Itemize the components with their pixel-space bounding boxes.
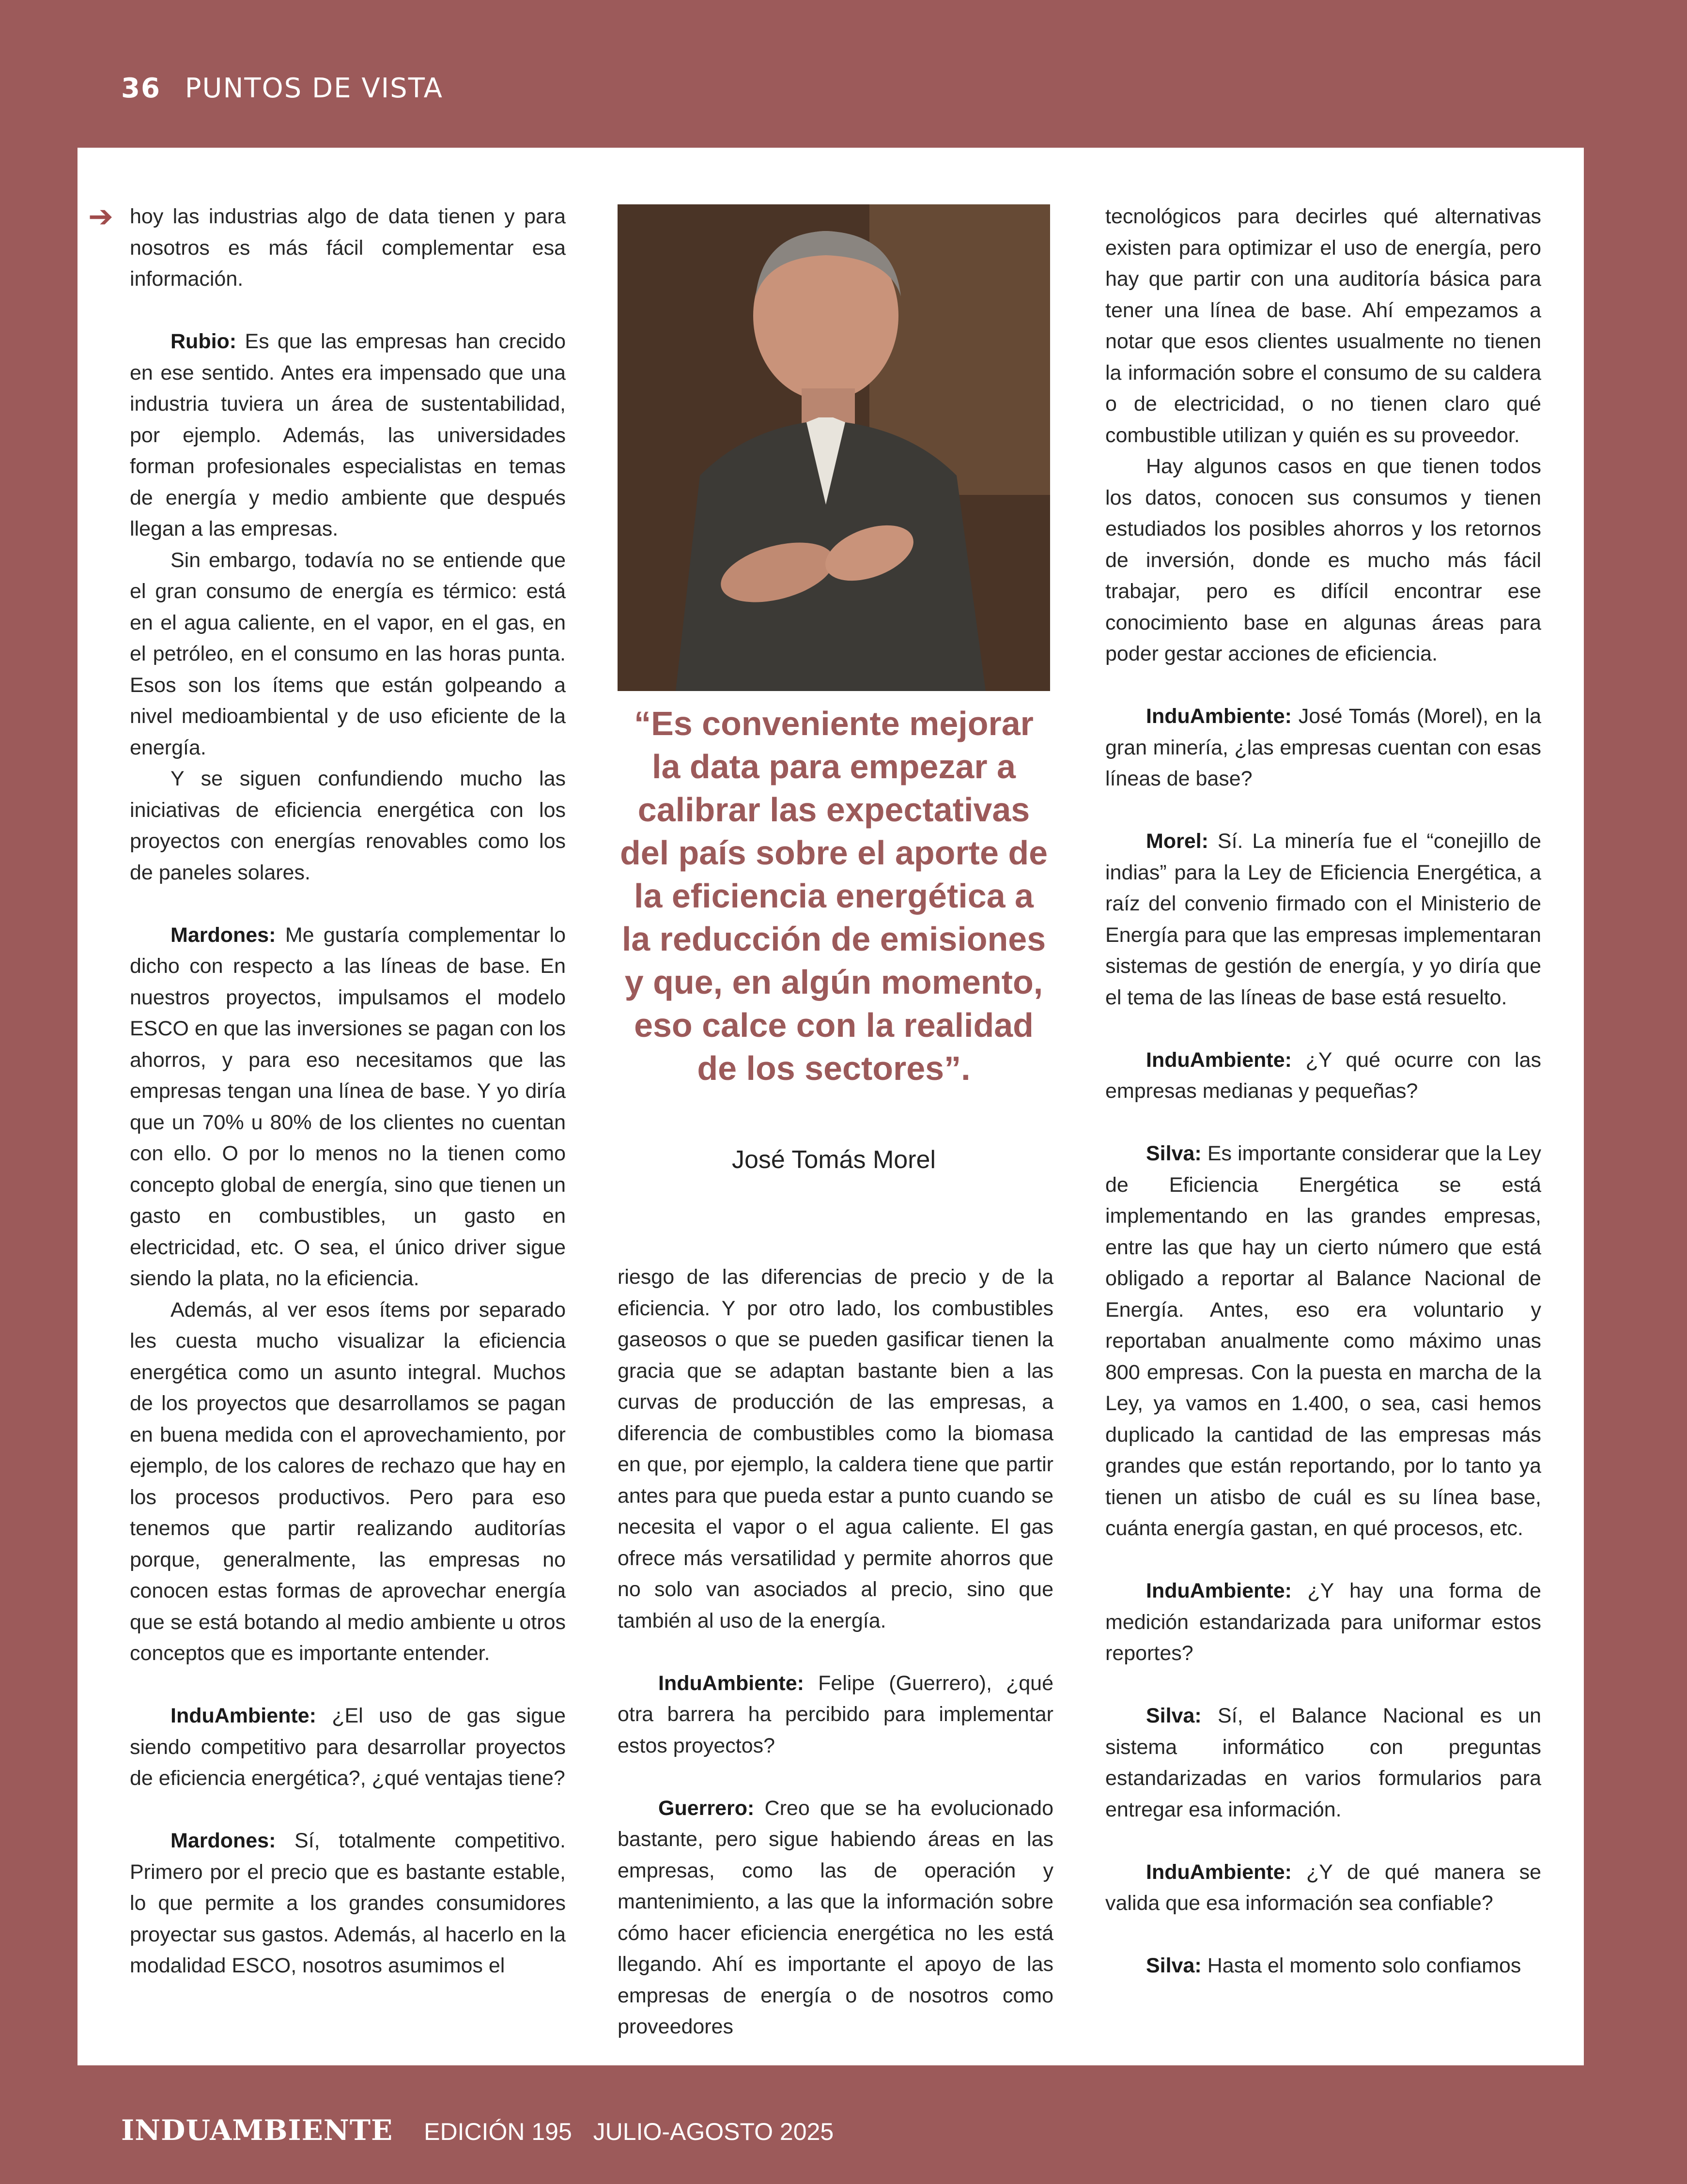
paragraph: Silva: Hasta el momento solo confiamos — [1146, 1954, 1521, 1977]
portrait-photo — [618, 204, 1050, 691]
paragraph: Hay algunos casos en que tienen todos los datos, conocen sus consumos y tienen estudiados los posibles ahorros y los retornos de inversión, donde es mucho más fácil trabajar, pero es difícil encontrar ese conocimiento base en algunas áreas para poder gestar acciones de eficiencia. — [1105, 455, 1541, 665]
paragraph: InduAmbiente: José Tomás (Morel), en la gran minería, ¿las empresas cuentan con esas líneas de base? — [1105, 705, 1541, 790]
paragraph: tecnológicos para decirles qué alternativas existen para optimizar el uso de energía, pero hay que partir con una auditoría básica para tener una línea de base. Ahí empezamos a notar que esos clientes usualmente no tienen la información sobre el consumo de su caldera o de electricidad, o no tienen claro qué combustible utilizan y quién es su proveedor. — [1105, 205, 1541, 447]
speaker-label: InduAmbiente: — [1146, 1579, 1292, 1602]
portrait-illustration — [618, 204, 1050, 691]
column-3 — [1105, 201, 1541, 1982]
paragraph: Sin embargo, todavía no se entiende que el gran consumo de energía es térmico: está en el agua caliente, en el vapor, en el gas, en el petróleo, en el consumo en las horas punta. Esos son los ítems que están golpeando a nivel medioambiental y de uso eficiente de la energía. — [130, 548, 566, 759]
page-header — [121, 73, 443, 104]
speaker-label: InduAmbiente: — [1146, 1860, 1292, 1884]
paragraph: Rubio: Es que las empresas han crecido en ese sentido. Antes era impensado que una industria tuviera un área de sustentabilidad, por ejemplo. Además, las universidades forman profesionales especialistas en temas de energía y medio ambiente que después llegan a las empresas. — [130, 330, 566, 540]
page-footer — [121, 2114, 834, 2147]
pull-quote-author: José Tomás Morel — [732, 1146, 936, 1174]
section-title: PUNTOS DE VISTA — [185, 73, 443, 104]
paragraph: Mardones: Me gustaría complementar lo dicho con respecto a las líneas de base. En nuestros proyectos, impulsamos el modelo ESCO en que las inversiones se pagan con los ahorros, y para eso necesitamos que las empresas tengan una línea de base. Y yo diría que un 70% u 80% de los clientes no cuentan con ello. O por lo menos no la tienen como concepto global de energía, sino que tienen un gasto en combustibles, un gasto en electricidad, etc. O sea, el único driver sigue siendo la plata, no la eficiencia. — [130, 923, 566, 1290]
speaker-label: InduAmbiente: — [170, 1704, 316, 1727]
article-panel — [77, 148, 1584, 2065]
speaker-label: Morel: — [1146, 830, 1208, 853]
speaker-label: Rubio: — [170, 330, 237, 353]
speaker-label: Silva: — [1146, 1954, 1202, 1977]
paragraph: Silva: Es importante considerar que la Ley de Eficiencia Energética se está implementando en las grandes empresas, entre las que hay un cierto número que está obligado a reportar al Balance Nacional de Energía. Antes, eso era voluntario y reportaban anualmente como máximo unas 800 empresas. Con la puesta en marcha de la Ley, ya vamos en 1.400, o sea, casi hemos duplicado la cantidad de las empresas más grandes que están reportando, por lo tanto ya tienen un atisbo de cuál es su línea base, cuánta energía gastan, en qué procesos, etc. — [1105, 1142, 1541, 1540]
paragraph: InduAmbiente: ¿El uso de gas sigue siendo competitivo para desarrollar proyectos de eficiencia energética?, ¿qué ventajas tiene? — [130, 1704, 566, 1790]
edition-label: EDICIÓN 195 — [424, 2118, 572, 2145]
paragraph: InduAmbiente: ¿Y de qué manera se valida que esa información sea confiable? — [1105, 1860, 1541, 1915]
speaker-label: Mardones: — [170, 923, 276, 947]
page-number: 36 — [121, 73, 161, 104]
paragraph: InduAmbiente: ¿Y hay una forma de medición estandarizada para uniformar estos reportes? — [1105, 1579, 1541, 1665]
paragraph: riesgo de las diferencias de precio y de la eficiencia. Y por otro lado, los combustibles gaseosos o que se pueden gasificar tienen la gracia que se adaptan bastante bien a las curvas de producción de las empresas, a diferencia de combustibles como la biomasa en que, por ejemplo, la caldera tiene que partir antes para que pueda estar a punto cuando se necesita el vapor o el agua caliente. El gas ofrece más versatilidad y permite ahorros que no solo van asociados al precio, sino que también al uso de la energía. — [618, 1265, 1053, 1632]
paragraph: InduAmbiente: Felipe (Guerrero), ¿qué otra barrera ha percibido para implementar estos proyectos? — [618, 1671, 1053, 1757]
paragraph: InduAmbiente: ¿Y qué ocurre con las empresas medianas y pequeñas? — [1105, 1048, 1541, 1103]
paragraph: Mardones: Sí, totalmente competitivo. Primero por el precio que es bastante estable, lo que permite a los grandes consumidores proyectar sus gastos. Además, al hacerlo en la modalidad ESCO, nosotros asumimos el — [130, 1829, 566, 1977]
paragraph: Silva: Sí, el Balance Nacional es un sistema informático con preguntas estandarizadas en varios formularios para entregar esa información. — [1105, 1704, 1541, 1821]
speaker-label: Silva: — [1146, 1142, 1202, 1165]
paragraph: Guerrero: Creo que se ha evolucionado bastante, pero sigue habiendo áreas en las empresas, como las de operación y mantenimiento, a las que la información sobre cómo hacer eficiencia energética no les está llegando. Ahí es importante el apoyo de las empresas de energía o de nosotros como proveedores — [618, 1796, 1053, 2038]
magazine-logo: INDUAMBIENTE — [121, 2114, 393, 2147]
column-1 — [130, 201, 566, 1982]
speaker-label: InduAmbiente: — [1146, 1048, 1292, 1072]
column-2 — [618, 1261, 1053, 2043]
paragraph: Además, al ver esos ítems por separado les cuesta mucho visualizar la eficiencia energética como un asunto integral. Muchos de los proyectos que desarrollamos se pagan en buena medida con el aprovechamiento, por ejemplo, de los calores de rechazo que hay en los procesos productivos. Pero para eso tenemos que partir realizando auditorías porque, generalmente, las empresas no conocen estas formas de aprovechar energía que se está botando al medio ambiente u otros conceptos que es importante entender. — [130, 1298, 566, 1665]
paragraph: hoy las industrias algo de data tienen y para nosotros es más fácil complementar esa información. — [130, 205, 566, 291]
speaker-label: Silva: — [1146, 1704, 1202, 1727]
continuation-arrow-icon: ➔ — [88, 200, 113, 233]
speaker-label: Guerrero: — [658, 1796, 755, 1820]
speaker-label: InduAmbiente: — [658, 1671, 804, 1695]
paragraph: Morel: Sí. La minería fue el “conejillo de indias” para la Ley de Eficiencia Energética, a raíz del convenio firmado con el Ministerio de Energía para que las empresas implementaran sistemas de gestión de energía, y yo diría que el tema de las líneas de base está resuelto. — [1105, 830, 1541, 1009]
paragraph: Y se siguen confundiendo mucho las iniciativas de eficiencia energética con los proyectos con energías renovables como los de paneles solares. — [130, 767, 566, 884]
speaker-label: Mardones: — [170, 1829, 276, 1852]
pull-quote: “Es conveniente mejorar la data para empezar a calibrar las expectativas del país sobre el aporte de la eficiencia energética a la reducción de emisiones y que, en algún momento, eso calce con la realidad de los sectores”. — [619, 705, 1048, 1087]
issue-date: JULIO-AGOSTO 2025 — [593, 2118, 834, 2145]
speaker-label: InduAmbiente: — [1146, 705, 1292, 728]
